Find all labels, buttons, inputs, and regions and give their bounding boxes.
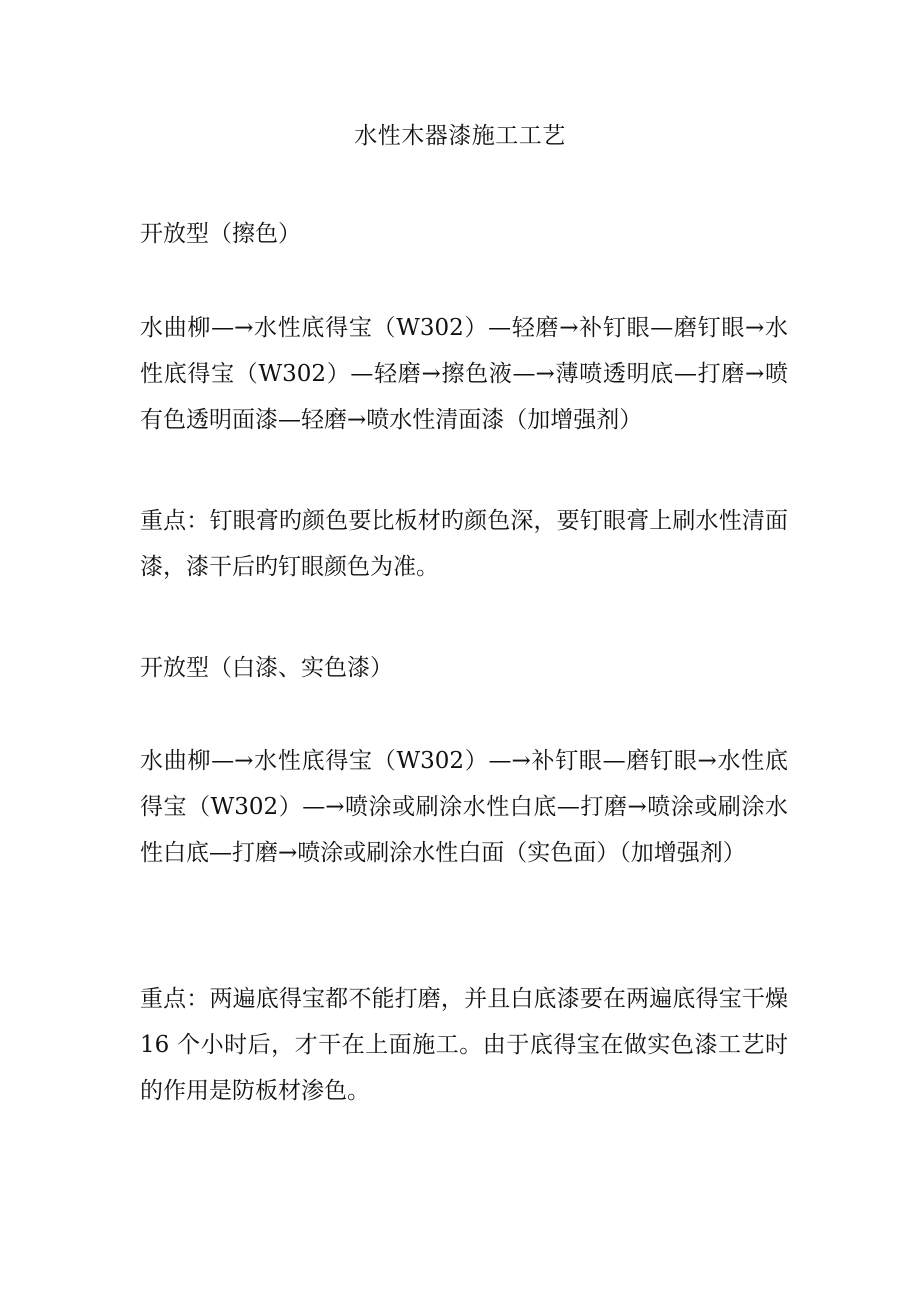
section-heading-open-wipe-stain: 开放型（擦色） bbox=[140, 221, 301, 247]
key-note-open-wipe-stain: 重点：钉眼膏旳颜色要比板材旳颜色深，要钉眼膏上刷水性清面漆，漆干后旳钉眼颜色为准。 bbox=[140, 508, 788, 580]
section-heading-open-solid-color: 开放型（白漆、实色漆） bbox=[140, 655, 393, 681]
process-steps-open-solid-color: 水曲柳—→水性底得宝（W302）—→补钉眼—磨钉眼→水性底得宝（W302）—→喷涂或刷涂水性白底—打磨→喷涂或刷涂水性白底—打磨→喷涂或刷涂水性白面（实色面）（加增强剂） bbox=[140, 748, 788, 866]
process-steps-open-wipe-stain: 水曲柳—→水性底得宝（W302）—轻磨→补钉眼—磨钉眼→水性底得宝（W302）—轻磨→擦色液—→薄喷透明底—打磨→喷有色透明面漆—轻磨→喷水性清面漆（加增强剂） bbox=[140, 315, 788, 433]
key-note-open-solid-color: 重点：两遍底得宝都不能打磨，并且白底漆要在两遍底得宝干燥 16 个小时后，才干在上面施工。由于底得宝在做实色漆工艺时的作用是防板材渗色。 bbox=[140, 986, 788, 1104]
document-title: 水性木器漆施工工艺 bbox=[354, 123, 566, 149]
